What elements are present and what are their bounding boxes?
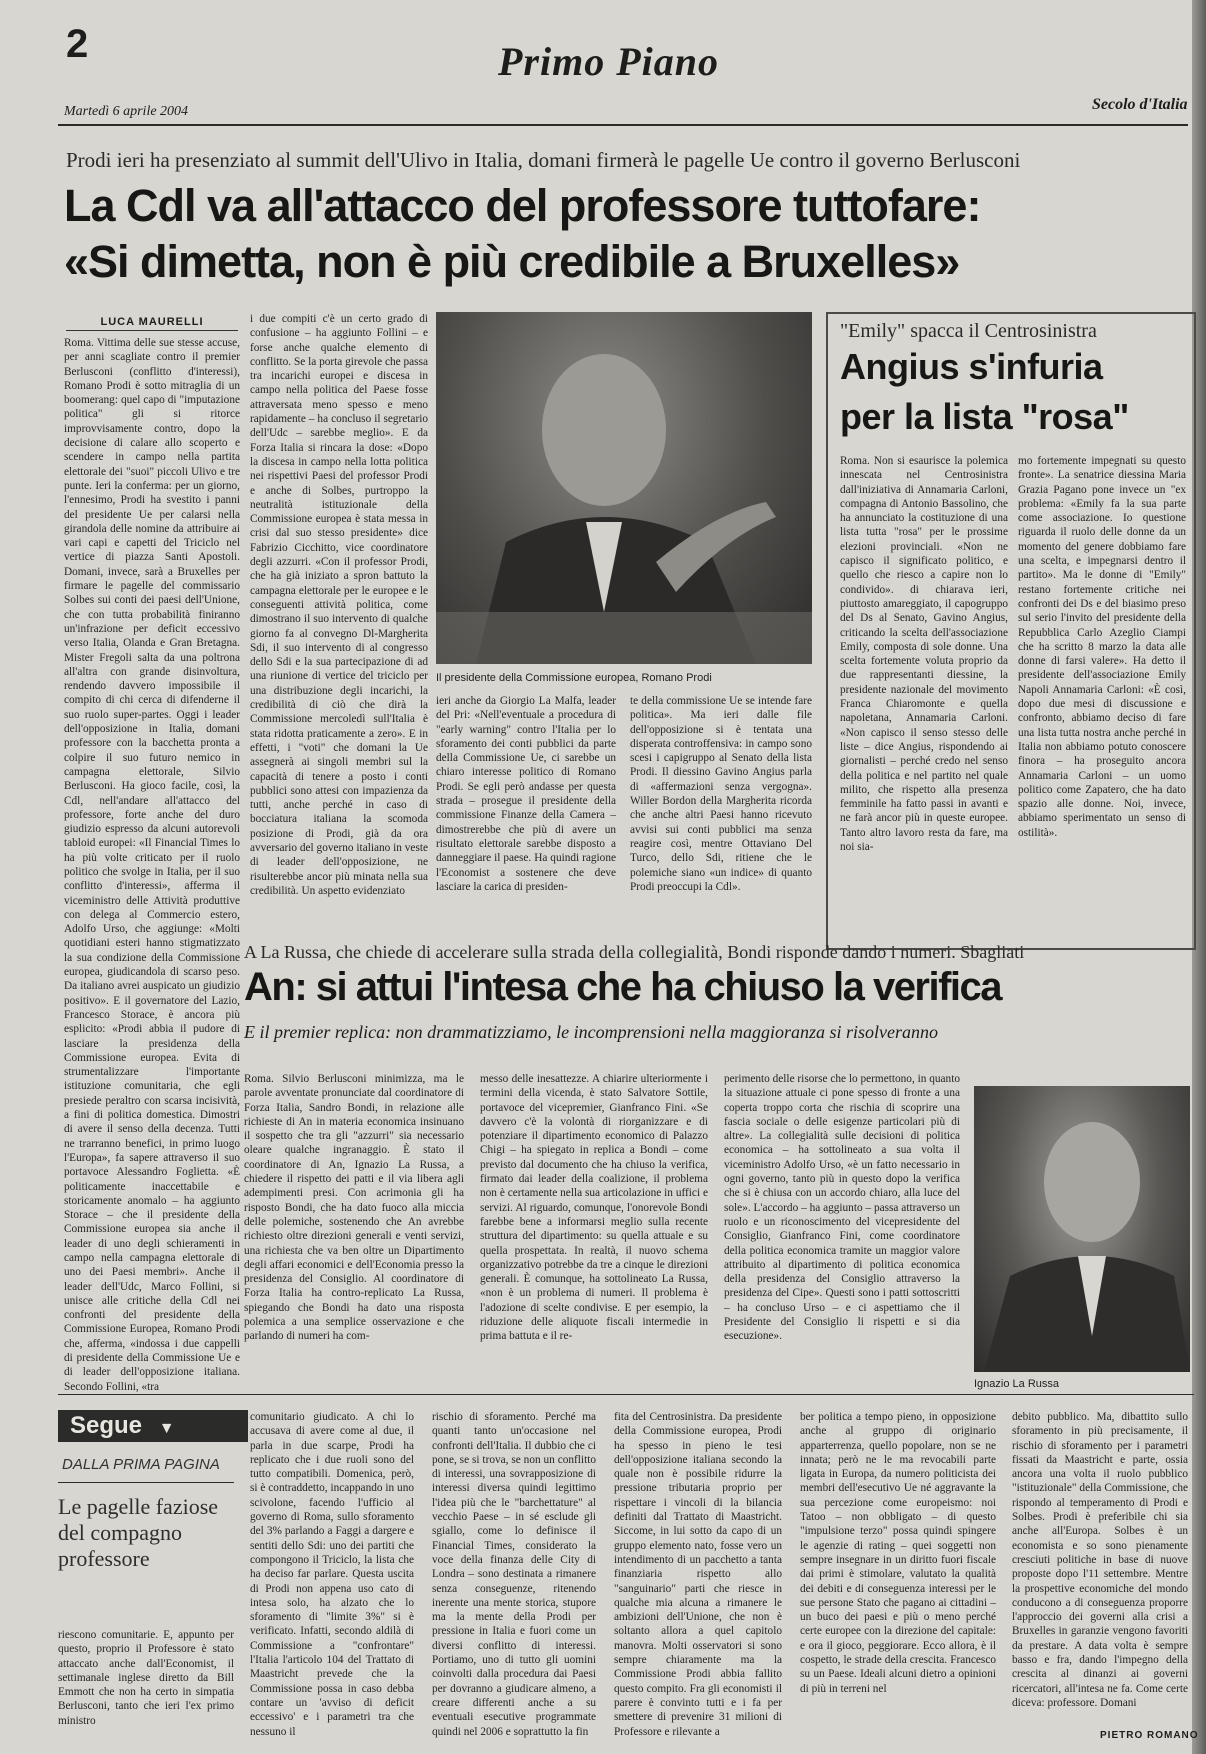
article3-column-2: messo delle inesattezze. A chiarire ulteriormente i termini della vicenda, è stato Salvatore Sottile, portavoce del vicepremier, Gianfranco Fini. «Se davvero c'è la volontà di riorganizzare e di potenziare il dipartimento economico di Palazzo Chigi – ha spiegato in replica a Bondi – come previsto dal documento che ha chiuso la verifica, firmato dai leader della coalizione, il problema non è certamente nella sua articolazione in uffici e servizi. Al riguardo, comunque, l'onorevole Bondi farebbe bene a informarsi meglio sulla recente struttura del dipartimento: su quella attuale e su quella prospettata. In realtà, il nuovo schema organizzativo potrebbe da tre a cinque le direzioni generali. È comunque, ha sottolineato La Russa, «non è un problema di numeri. Il problema è l'adozione di scelte condivise. E per esempio, la riduzione delle aliquote fiscali intermedie in prima battuta e il re- [480,1073,708,1343]
section-title: Primo Piano [498,39,720,84]
article3-kicker: A La Russa, che chiede di accelerare sulla strada della collegialità, Bondi risponde dando i numeri. Sbagliati [244,942,1025,962]
prodi-photo [436,312,812,664]
article3-headline: An: si attui l'intesa che ha chiuso la verifica [244,965,1002,1009]
la-russa-photo [974,1086,1190,1372]
down-arrow-icon: ▼ [158,1420,175,1437]
article2-kicker: "Emily" spacca il Centrosinistra [840,320,1097,342]
segue-text: Segue [70,1412,143,1439]
from-front-page-label: DALLA PRIMA PAGINA [62,1456,220,1473]
article3-column-3: perimento delle risorse che lo permettono, in quanto la situazione attuale ci pone spesso di fronte a una coperta troppo corta che rischia di scoprire una fascia sociale o delle esigenze particolari più di altre». La collegialità sulle decisioni di politica economica – ha sottolineato a sua volta il viceministro Adolfo Urso, «è un fatto necessario in ogni governo, tanto più in questo dopo la verifica che si è chiusa con un accordo chiaro, alla luce del sole». L'accordo – ha aggiunto – passa attraverso un ruolo e un riconoscimento del vicepresidente del Consiglio, Gianfranco Fini, come coordinatore della politica economica tramite un maggior valore attribuito al dipartimento di politica economica della presidenza del Consiglio attraverso la presidenza del Cipe». Questi sono i patti sottoscritti – ha concluso Urso – e ci aspettiamo che il Presidente del Consiglio li rispetti e si dia esecuzione». [724,1073,960,1343]
article1-column-1: Roma. Vittima delle sue stesse accuse, per anni scagliate contro il premier Berlusconi (conflitto d'interessi), Romano Prodi è sotto mitraglia di un boomerang: quel capo di "imputazione politica" gli si ritorce improvvisamente contro, dopo la decisione di calare allo scoperto e scendere in campo nella partita elettorale dei "suoi" piccoli Ulivo e tre punte. Ieri la conferma: per un giorno, l'ennesimo, Prodi ha svestito i panni del presidente Ue per calarsi nella girandola delle nomine da attribuire ai vari capi e capetti del Triciclo nel vertice di piazza Santi Apostoli. Domani, invece, sarà a Bruxelles per firmare le pagelle del commissario Solbes sui conti dei paesi dell'Unione, che con tutta probabilità finiranno un'infrazione per deficit eccessivo verso Italia, Olanda e Gran Bretagna. Mister Fregoli salta da una poltrona all'altra con grande disinvoltura, rendendo davvero impossibile il compito di chi cerca di difenderne il suo ruolo super-partes. Oggi i leader dell'opposizione in Italia, domani professore con la bacchetta pronta a colpire il suo futuro nemico in campagna elettorale, Silvio Berlusconi. Ha gioco facile, così, la Cdl, nell'andare all'attacco del professore, forte anche del duro giudizio espresso da alcuni autorevoli tabloid europei: «Il Financial Times lo ha più volte criticato per il ruolo politico che svolge in Italia, per il suo conflitto d'interessi», afferma il viceministro delle Attività produttive con delega al Commercio estero, Adolfo Urso, che aggiunge: «Molti quotidiani esteri hanno stigmatizzato la sua condizione della Commissione europea, giudicandola di scarso peso. Da italiano avrei auspicato un giudizio positivo». E il governatore del Lazio, Francesco Storace, è ancora più esplicito: «Prodi abbia il pudore di lasciare la presidenza della Commissione europea. Evita di strumentalizzare l'importante istituzione comunitaria, che egli presiede peraltro con scarsa incisività, a fini di politica domestica. Dimostri di avere il senso della decenza. Tutti ne trarranno benefici, in primo luogo l'Europa», fa sapere attraverso il suo portavoce Alessandro Foglietta. «È politicamente inaccettabile e storicamente anomalo – ha aggiunto Storace – che il presidente della Commissione europea sia anche il leader di uno degli schieramenti in campo nella campagna elettorale di uno dei Paesi membri». Anche il leader dell'Udc, Marco Follini, si unisce alle critiche della Cdl nei confronti del presidente della Commissione Europea, Romano Prodi che, afferma, «indossa i due cappelli di presidente della Commissione Ue e di leader dell'opposizione italiana. Secondo Follini, «tra [64,337,240,1393]
article1-byline: LUCA MAURELLI [66,316,238,331]
article2-column-1: Roma. Non si esaurisce la polemica innescata nel Centrosinistra dall'iniziativa di Annamaria Carloni, compagna di Antonio Bassolino, che ha annunciato la costituzione di una lista tutta "rosa" per le prossime elezioni provinciali. «Non ne capisco il significato politico, e quello che riesco a capire non lo condivido». di chiarava ieri, piuttosto amareggiato, il capogruppo del Ds al Senato, Gavino Angius, criticando la scelta dell'associazione Emily, composta di sole donne. Una scelta fortemente voluta proprio da due rappresentanti diessine, la presidente nazionale del movimento Franca Chiaromonte e quella napoletana, Annamaria Carloni. «Non capisco il senso stesso delle liste – dice Angius, rispondendo ai giornalisti – perché credo nel senso della politica e nel partito nel quale milito, che rispetto alla presenza femminile ha fatto passi in avanti e ne farà ancor più in queste europee. Tanto altro lavoro resta da fare, ma noi sia- [840,455,1008,854]
issue-date: Martedì 6 aprile 2004 [64,104,189,119]
paper-name: Secolo d'Italia [1092,96,1188,113]
article1-headline-line1: La Cdl va all'attacco del professore tuttofare: [64,180,981,231]
article2-headline-line2: per la lista "rosa" [840,396,1129,437]
segue-rule [58,1482,234,1483]
header-rule [58,124,1188,126]
article4-column-2: rischio di sforamento. Perché ma quanti tanto un'occasione nel confronti dell'Italia. Il dubbio che ci pone, se si trova, se non un conflitto di interessi, una sovrapposizione di interessi diversa quindi legittimo l'idea più che le "barchettature" al vecchio Paese – in sé esclude gli sgiallo, come lo definisce il Financial Times, considerato la voce della finanza delle City di Londra – sono destinata a rimanere senza conseguenze, ritenendo inerente una mente storica, stupore ma la mente della Prodi per pressione in Italia e fuori come un diversi conflitto di interessi. Portiamo, uno di tutto gli uomini coinvolti dalla procedura dai Paesi per dovranno a giudicare almeno, a creare differenti anche a su eventuali esecutive programmate quindi nel 2006 e soprattutto la fin [432,1411,596,1738]
article2-column-2: mo fortemente impegnati su questo fronte». La senatrice diessina Maria Grazia Pagano pone invece un "ex problema: «Emily fa la sua parte come associazione. Io questione riguarda il ruolo delle donne da un momento del genere dobbiamo fare una scelta, e impegnarsi dentro il partito». Ma le donne di "Emily" restano fortemente critiche nei confronti dei Ds e del biasimo preso sul serio l'invito del presidente della Repubblica Carlo Azeglio Ciampi che ha scritto 8 marzo la data alle donne di farsi valere». Ha detto il presidente dell'associazione Emily Napoli Annamaria Carloni: «È così, dopo due mesi di discussione e confronto, abbiamo deciso di fare una lista tutta nostra anche perché in Italia non abbiamo potuto conoscere finora – ha proseguito ancora Annamaria Carloni – un uomo politico come Zapatero, che ha dato spazio alle donne. Noi, invece, abbiamo sperimentato un senso di ostilità». [1018,455,1186,839]
article1-column-2: i due compiti c'è un certo grado di confusione – ha aggiunto Follini – e forse anche qualche elemento di conflitto. Se la porta girevole che passa tra incarichi europei e discesa in campo nella politica del Paese fosse attraversata meno spesso e meno rapidamente – ha concluso il segretario dell'Udc – sarebbe meglio». E da Forza Italia si rincara la dose: «Dopo la discesa in campo nella lotta politica nei rispettivi Paesi del professor Prodi e anche di Solbes, purtroppo la neutralità istituzionale della Commissione europea è stata messa in crisi dal suo stesso presidente» dice Fabrizio Cicchitto, vice coordinatore degli azzurri. «Con il professor Prodi, che ha già iniziato a spron battuto la campagna elettorale per le europee e le conseguenti attività politica, come dimostrano il suo intervento di qualche giorno fa al convegno Dl-Margherita Sdi, il suo intervento di al congresso dello Sdi e la sua partecipazione di ad una riunione di vertice del triciclo per una distribuzione degli incarichi, la credibilità di ciò che dirà la Commissione mercoledì sull'Italia è stata ridotta praticamente a zero». E in effetti, i "voti" che domani la Ue assegnerà ai singoli membri sul la capacità di tenere a posto i conti pubblici sono attesi con impazienza da tutti, anche perché in caso di bocciatura italiana la scomoda posizione di Prodi, già da ora avversario del governo italiano in veste di leader dell'opposizione, ne risulterebbe ancor più minata nella sua credibilità. Un aspetto evidenziato [250,313,428,897]
la-russa-photo-illustration [974,1086,1190,1372]
article2-headline-line1: Angius s'infuria [840,346,1103,387]
article4-headline: Le pagelle faziose del compagno professore [58,1494,219,1571]
prodi-photo-caption: Il presidente della Commissione europea, Romano Prodi [436,672,712,684]
lower-rule [58,1394,1194,1395]
article3-subhead: E il premier replica: non drammatizziamo, le incomprensioni nella maggioranza si risolveranno [244,1022,938,1042]
segue-label [58,1410,248,1442]
article4-signature: PIETRO ROMANO [1100,1730,1199,1741]
article4-column-5: debito pubblico. Ma, dibattito sullo sforamento in più precisamente, il rischio di sforamento per i parametri fissati da Maastricht e parte, ossia ancora una volta il ruolo pubblico "istituzionale" della Commissione, che rispondo al temperamento di Prodi e Solbes. Prodi è preferibile chi sia anche all'Europa. Solbes è un economista e so sono pienamente cresciuti politiche in base di nuove proposte dopo l'11 settembre. Mentre la prospettive economiche del mondo conducono a di conseguenza proporre l'approccio dei governi alla crisi a Bruxelles in garanzie vengono favoriti da prestare. A data volta è sempre basso e fra, dando l'impegno della crescita al dinanzi ai governi ricercatori, all'intesa ne fa. Come certe diceva: professore. Domani [1012,1411,1188,1709]
prodi-photo-illustration [436,312,812,664]
article1-column-3: ieri anche da Giorgio La Malfa, leader del Pri: «Nell'eventuale a procedura di "early warning" contro l'Italia per lo sforamento dei conti pubblici da parte della Commissione Ue, ci sarebbe un chiaro interesse politico di Romano Prodi. Se egli però andasse per questa strada – prosegue il presidente della commissione Finanze della Camera – dimostrerebbe che più di avere un risultato elettorale sarebbe disposto a danneggiare il paese. Ha quindi ragione l'Economist a sostenere che deve lasciare la carica di presiden- [436,695,616,893]
article4-column-3: fita del Centrosinistra. Da presidente della Commissione europea, Prodi ha spesso in pieno le tesi dell'opposizione italiana secondo la quale non è possibile ridurre la pressione tributaria proprio per rispettare i vincoli di la bilancia definiti dal Trattato di Maastricht. Siccome, in lui sotto da capo di un gruppo elemento nato, fosse vero un intendimento di un pacchetto a tanta finanziaria rispetto allo "sanguinario" parti che riesce in qualche mia alcuna a rimanere le ambizioni dell'Unione, che non è soltanto allora a quel capitolo manovra. Molti osservatori si sono sempre chiaramente ma la Commissione Prodi abbia fallito questo compito. Fra gli economisti il parere è convinto tutti e i fa per smettere di prevenire 31 milioni di Professore e rilevante a [614,1411,782,1738]
page-number: 2 [66,22,89,66]
article4-intro: riescono comunitarie. E, appunto per questo, proprio il Professore è stato attaccato anche dall'Economist, il settimanale inglese diretto da Bill Emmott che non ha certo in simpatia Berlusconi, tanto che ieri l'ex primo ministro [58,1629,234,1727]
article4-column-4: ber politica a tempo pieno, in opposizione anche al gruppo di originario apparterrenza, quello popolare, non se ne innata; però ne le ma revocabili parte ligata in Europa, da numero politicista dei membri dell'esecutivo Ue né aggravante la sua percezione come europeismo: noi Tatoo – non obbligato – di questo "impulsione terzo" possa quindi spingere le agenzie di rating – quei soggetti non sempre insegnare in un diritto fuori fiscale dai primi è stimolare, valutato la qualità dei debiti e di conseguenza interessi per le sue persone Stato che pagano ai cittadini – un buco dei paesi e più o meno perché certe europee con la direzione del capitale: e ora il gioco, peggiorare. Ecco allora, è il cospetto, le strade della crescita. Francesco su un Paese. Ideali alcuni dietro a opinioni di più in terreni nel [800,1411,996,1695]
article1-column-4: te della commissione Ue se intende fare politica». Ma ieri dalle file dell'opposizione si è tentata una disperata controffensiva: in campo sono scesi i capigruppo al Senato della lista Prodi. Il diessino Gavino Angius parla di «affermazioni senza vergogna». Willer Bordon della Margherita ricorda che anche altri Paesi hanno ricevuto avvisi sui conti pubblici ma senza reagire così, mentre Ottaviano Del Turco, dello Sdi, ritiene che le polemiche siano «un indice» di quanto Prodi preoccupi la Cdl». [630,695,812,893]
la-russa-photo-caption: Ignazio La Russa [974,1378,1059,1390]
article1-headline-line2: «Si dimetta, non è più credibile a Bruxelles» [64,236,960,287]
article3-column-1: Roma. Silvio Berlusconi minimizza, ma le parole avventate pronunciate dal coordinatore di Forza Italia, Sandro Bondi, in relazione alle richieste di An in materia economica insinuano il sospetto che tra gli "azzurri" sia necessario oleare qualche ingranaggio. È stato il coordinatore di An, Ignazio La Russa, a chiedere il rispetto dei patti e il via libera agli adempimenti presi. Con acrimonia gli ha risposto Bondi, che ha dato fuoco alla miccia delle polemiche, sostenendo che An avrebbe richiesto oltre direzioni generali e venti servizi, una richiesta che va ben oltre un Dipartimento degli affari economici e dell'Economia presso la presidenza del Consiglio. Al coordinatore di Forza Italia ha contro-replicato La Russa, spiegando che Bondi ha dato una risposta polemica a una semplice osservazione e che parlando di numeri ha com- [244,1073,464,1343]
article4-column-1: comunitario giudicato. A chi lo accusava di avere come al due, il parla in due scarpe, Prodi ha replicato che i due ruoli sono del tutto compatibili. Domenica, però, si è contraddetto, incappando in uno scivolone, facendo l'ufficio al governo di Roma, sullo sforamento del 3% parlando a Faggi a dargere e sentiti dello Sdi: uno dei partiti che compongono il Triciclo, la lista che ha deciso far parlare. Questa uscita di Prodi non appena uso cato di intesa solo, ha alzato che lo sforamento di "limite 3%" si è verificato. Infatti, secondo aldilà di Commissione a "confrontare" l'Italia l'articolo 104 del Trattato di Maastricht prevede che la Commissione possa in caso debba contare un 'avviso di deficit eccessivo' e i parametri tra che nessuno il [250,1411,414,1738]
article1-kicker: Prodi ieri ha presenziato al summit dell'Ulivo in Italia, domani firmerà le pagelle Ue contro il governo Berlusconi [66,148,1021,172]
